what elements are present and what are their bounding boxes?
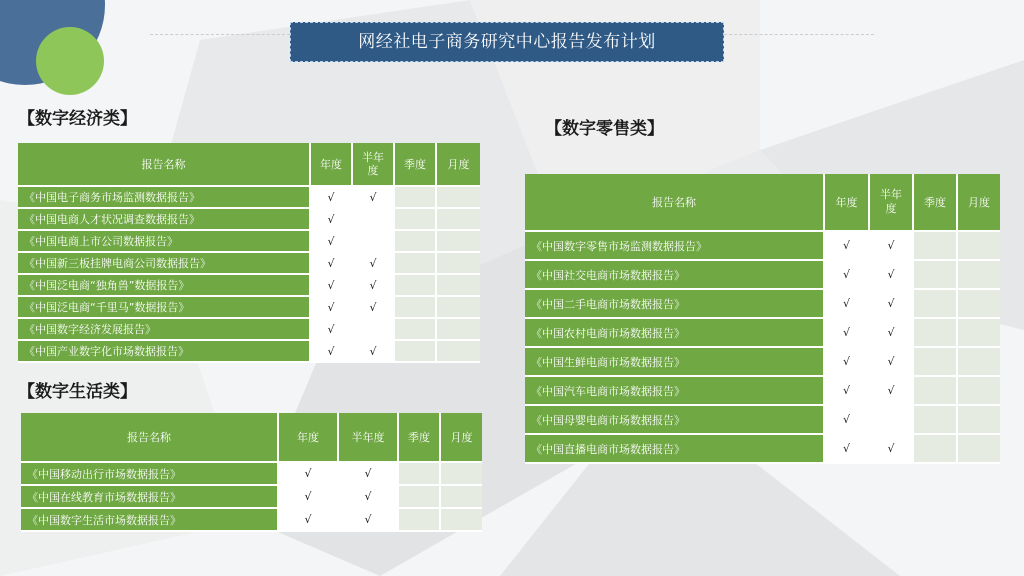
half-year-cell: √ bbox=[870, 435, 914, 464]
table-row bbox=[18, 209, 480, 231]
section-heading-digital-economy: 【数字经济类】 bbox=[18, 109, 137, 129]
year-cell: √ bbox=[311, 275, 353, 297]
year-cell: √ bbox=[311, 209, 353, 231]
table-row bbox=[18, 275, 480, 297]
report-name-cell: 《中国电商上市公司数据报告》 bbox=[18, 231, 311, 253]
report-name-cell: 《中国电商人才状况调查数据报告》 bbox=[18, 209, 311, 231]
month-cell bbox=[441, 463, 482, 486]
header-year: 年度 bbox=[311, 143, 353, 187]
quarter-cell bbox=[395, 231, 437, 253]
header-year: 年度 bbox=[825, 174, 870, 232]
month-cell bbox=[437, 341, 480, 363]
half-year-cell: √ bbox=[339, 509, 399, 532]
month-cell bbox=[437, 319, 480, 341]
half-year-cell: √ bbox=[870, 319, 914, 348]
half-year-cell bbox=[870, 406, 914, 435]
half-year-cell: √ bbox=[870, 261, 914, 290]
month-cell bbox=[437, 297, 480, 319]
half-year-cell: √ bbox=[353, 187, 395, 209]
quarter-cell bbox=[395, 253, 437, 275]
header-month: 月度 bbox=[441, 413, 482, 463]
year-cell: √ bbox=[279, 486, 339, 509]
table-row bbox=[18, 253, 480, 275]
report-name-cell: 《中国数字生活市场数据报告》 bbox=[21, 509, 279, 532]
quarter-cell bbox=[914, 290, 958, 319]
quarter-cell bbox=[399, 509, 441, 532]
year-cell: √ bbox=[311, 253, 353, 275]
section-heading-digital-retail: 【数字零售类】 bbox=[545, 119, 664, 139]
year-cell: √ bbox=[311, 231, 353, 253]
year-cell: √ bbox=[825, 232, 870, 261]
title-dashed-line-left bbox=[150, 34, 290, 35]
decorative-green-circle bbox=[36, 27, 104, 95]
quarter-cell bbox=[395, 209, 437, 231]
table-row bbox=[21, 509, 482, 532]
table-digital-economy bbox=[18, 143, 480, 363]
year-cell: √ bbox=[279, 509, 339, 532]
year-cell: √ bbox=[311, 319, 353, 341]
year-cell: √ bbox=[279, 463, 339, 486]
title-dashed-line-right bbox=[724, 34, 874, 35]
quarter-cell bbox=[914, 377, 958, 406]
report-name-cell: 《中国二手电商市场数据报告》 bbox=[525, 290, 825, 319]
quarter-cell bbox=[914, 406, 958, 435]
report-name-cell: 《中国母婴电商市场数据报告》 bbox=[525, 406, 825, 435]
table-row bbox=[525, 261, 1000, 290]
month-cell bbox=[958, 377, 1000, 406]
table-row bbox=[21, 463, 482, 486]
table-row bbox=[525, 377, 1000, 406]
quarter-cell bbox=[395, 187, 437, 209]
table-row bbox=[525, 348, 1000, 377]
section-heading-digital-life: 【数字生活类】 bbox=[18, 382, 137, 402]
table-row bbox=[18, 341, 480, 363]
quarter-cell bbox=[914, 319, 958, 348]
month-cell bbox=[958, 319, 1000, 348]
header-year: 年度 bbox=[279, 413, 339, 463]
table-digital-retail bbox=[525, 174, 1000, 464]
report-name-cell: 《中国泛电商“独角兽”数据报告》 bbox=[18, 275, 311, 297]
header-quarter: 季度 bbox=[399, 413, 441, 463]
table-digital-life bbox=[21, 413, 482, 532]
year-cell: √ bbox=[825, 435, 870, 464]
quarter-cell bbox=[914, 348, 958, 377]
year-cell: √ bbox=[311, 187, 353, 209]
header-quarter: 季度 bbox=[395, 143, 437, 187]
header-report-name: 报告名称 bbox=[18, 143, 311, 187]
half-year-cell bbox=[353, 231, 395, 253]
quarter-cell bbox=[395, 341, 437, 363]
half-year-cell: √ bbox=[353, 253, 395, 275]
report-name-cell: 《中国汽车电商市场数据报告》 bbox=[525, 377, 825, 406]
half-year-cell: √ bbox=[339, 463, 399, 486]
quarter-cell bbox=[399, 463, 441, 486]
year-cell: √ bbox=[825, 348, 870, 377]
month-cell bbox=[958, 290, 1000, 319]
report-name-cell: 《中国新三板挂牌电商公司数据报告》 bbox=[18, 253, 311, 275]
half-year-cell: √ bbox=[870, 348, 914, 377]
month-cell bbox=[958, 435, 1000, 464]
quarter-cell bbox=[399, 486, 441, 509]
year-cell: √ bbox=[825, 290, 870, 319]
header-half-year: 半年 度 bbox=[353, 143, 395, 187]
table-row bbox=[525, 290, 1000, 319]
report-name-cell: 《中国产业数字化市场数据报告》 bbox=[18, 341, 311, 363]
table-row bbox=[18, 297, 480, 319]
quarter-cell bbox=[914, 261, 958, 290]
report-name-cell: 《中国移动出行市场数据报告》 bbox=[21, 463, 279, 486]
table-row bbox=[21, 486, 482, 509]
header-month: 月度 bbox=[437, 143, 480, 187]
month-cell bbox=[958, 348, 1000, 377]
month-cell bbox=[958, 406, 1000, 435]
table-row bbox=[525, 232, 1000, 261]
quarter-cell bbox=[395, 297, 437, 319]
half-year-cell: √ bbox=[353, 341, 395, 363]
report-name-cell: 《中国电子商务市场监测数据报告》 bbox=[18, 187, 311, 209]
header-half-year: 半年度 bbox=[339, 413, 399, 463]
month-cell bbox=[437, 275, 480, 297]
half-year-cell bbox=[353, 319, 395, 341]
quarter-cell bbox=[914, 232, 958, 261]
month-cell bbox=[437, 231, 480, 253]
table-row bbox=[525, 435, 1000, 464]
year-cell: √ bbox=[825, 261, 870, 290]
quarter-cell bbox=[395, 319, 437, 341]
quarter-cell bbox=[914, 435, 958, 464]
year-cell: √ bbox=[825, 406, 870, 435]
quarter-cell bbox=[395, 275, 437, 297]
header-half-year: 半年 度 bbox=[870, 174, 914, 232]
month-cell bbox=[958, 261, 1000, 290]
report-name-cell: 《中国数字零售市场监测数据报告》 bbox=[525, 232, 825, 261]
half-year-cell bbox=[353, 209, 395, 231]
month-cell bbox=[441, 509, 482, 532]
month-cell bbox=[958, 232, 1000, 261]
half-year-cell: √ bbox=[870, 232, 914, 261]
table-row bbox=[525, 406, 1000, 435]
month-cell bbox=[437, 209, 480, 231]
table-row bbox=[18, 231, 480, 253]
report-name-cell: 《中国农村电商市场数据报告》 bbox=[525, 319, 825, 348]
month-cell bbox=[437, 187, 480, 209]
half-year-cell: √ bbox=[870, 290, 914, 319]
report-name-cell: 《中国生鲜电商市场数据报告》 bbox=[525, 348, 825, 377]
report-name-cell: 《中国社交电商市场数据报告》 bbox=[525, 261, 825, 290]
table-row bbox=[525, 319, 1000, 348]
report-name-cell: 《中国数字经济发展报告》 bbox=[18, 319, 311, 341]
header-report-name: 报告名称 bbox=[21, 413, 279, 463]
report-name-cell: 《中国泛电商“千里马”数据报告》 bbox=[18, 297, 311, 319]
year-cell: √ bbox=[825, 377, 870, 406]
half-year-cell: √ bbox=[870, 377, 914, 406]
month-cell bbox=[441, 486, 482, 509]
half-year-cell: √ bbox=[353, 297, 395, 319]
report-name-cell: 《中国在线教育市场数据报告》 bbox=[21, 486, 279, 509]
header-quarter: 季度 bbox=[914, 174, 958, 232]
half-year-cell: √ bbox=[339, 486, 399, 509]
year-cell: √ bbox=[311, 297, 353, 319]
page-title: 网经社电子商务研究中心报告发布计划 bbox=[290, 22, 724, 62]
header-report-name: 报告名称 bbox=[525, 174, 825, 232]
year-cell: √ bbox=[825, 319, 870, 348]
year-cell: √ bbox=[311, 341, 353, 363]
half-year-cell: √ bbox=[353, 275, 395, 297]
report-name-cell: 《中国直播电商市场数据报告》 bbox=[525, 435, 825, 464]
header-month: 月度 bbox=[958, 174, 1000, 232]
month-cell bbox=[437, 253, 480, 275]
table-row bbox=[18, 187, 480, 209]
table-row bbox=[18, 319, 480, 341]
